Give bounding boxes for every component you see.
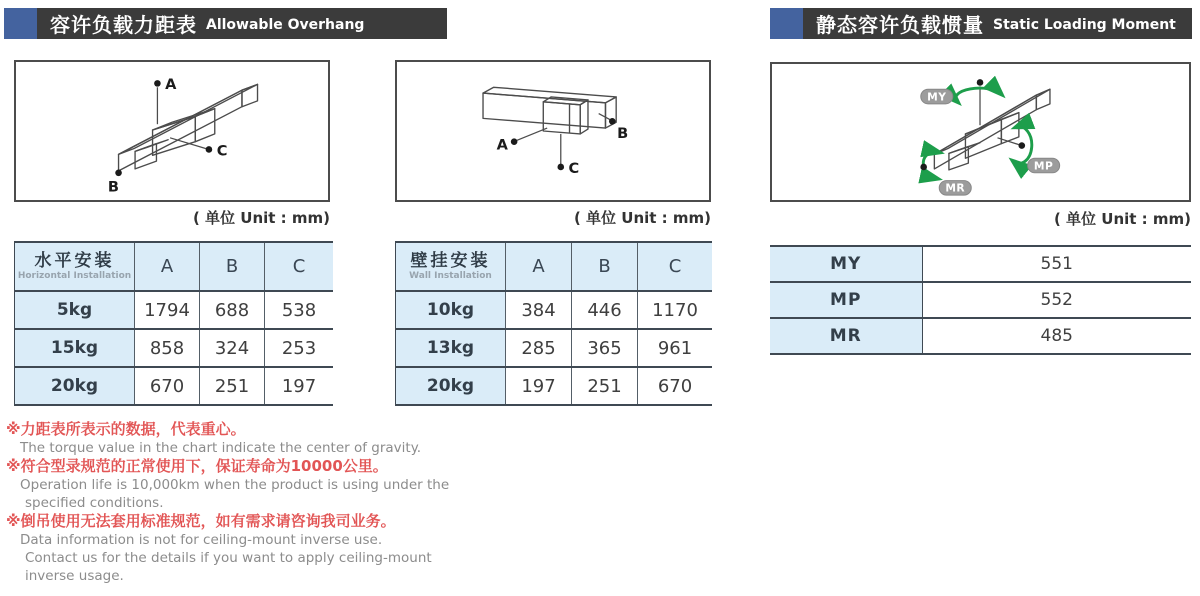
diagram-wall-installation [395,60,711,202]
value-cell: 961 [638,329,713,367]
value-cell: 670 [638,367,713,405]
table-row [396,329,713,367]
table-row [770,318,1191,354]
value-cell: 688 [200,291,265,329]
table-title-en: Wall Installation [409,271,492,281]
row-header-load: 20kg [396,367,506,405]
diagram-static-loading-moment [770,62,1191,202]
point-a-label: A [165,76,177,94]
my-badge [921,89,953,104]
static-loading-moment-table [770,245,1191,355]
column-header-a: A [506,242,572,291]
value-cell: 365 [572,329,638,367]
point-c-label: C [216,142,228,160]
table-title-cell [396,242,506,291]
point-b-label: B [617,124,629,142]
table-title-en: Horizontal Installation [17,271,132,281]
unit-label: ( 单位 Unit : mm) [192,209,330,227]
rail-isometric-drawing [16,62,328,200]
footnote-zh: ※符合型录规范的正常使用下，保证寿命为10000公里。 [6,457,388,475]
mr-axis-dot [920,164,927,171]
footnote-en: Operation life is 10,000km when the product is using under the [20,477,450,493]
value-cell: 251 [200,367,265,405]
value-cell: 253 [265,329,334,367]
section-header-static-loading-moment [770,8,1192,39]
value-cell: 285 [506,329,572,367]
column-header-c: C [265,242,334,291]
value-cell: 670 [135,367,200,405]
row-header-mr: MR [770,318,922,354]
row-header-load: 13kg [396,329,506,367]
header-bar [803,8,1192,39]
mp-badge-label: MP [1033,159,1054,173]
row-header-load: 20kg [15,367,135,405]
diagram-horizontal-installation [14,60,330,202]
table-row [396,291,713,329]
section-header-allowable-overhang [4,8,447,39]
point-a-label: A [496,136,508,154]
footnote [6,512,496,585]
table-row [15,367,334,405]
value-cell: 552 [922,282,1191,318]
table-title-zh: 水平安装 [34,251,115,271]
point-a-dot [154,80,161,87]
table-title-zh: 壁挂安装 [410,251,491,271]
table-row [15,329,334,367]
point-b-dot [115,169,122,176]
value-cell: 446 [572,291,638,329]
mr-badge [939,181,971,196]
my-badge-label: MY [927,90,947,104]
wall-installation-table [395,241,712,406]
table-row [770,246,1191,282]
value-cell: 324 [200,329,265,367]
value-cell: 1794 [135,291,200,329]
value-cell: 251 [572,367,638,405]
mp-axis-dot [1018,142,1025,149]
my-rotation-arrow [956,88,1002,102]
rail-moment-drawing [772,64,1189,200]
footnote-zh: ※倒吊使用无法套用标准规范，如有需求请咨询我司业务。 [6,512,396,530]
row-header-load: 10kg [396,291,506,329]
column-header-c: C [638,242,713,291]
section-title-en: Static Loading Moment [993,17,1176,33]
footnote-en: Data information is not for ceiling-mount inverse use. [20,532,383,548]
mp-badge [1028,158,1060,173]
row-header-load: 15kg [15,329,135,367]
value-cell: 384 [506,291,572,329]
value-cell: 1170 [638,291,713,329]
row-header-mp: MP [770,282,922,318]
table-row [770,282,1191,318]
table-title-cell [15,242,135,291]
unit-label: ( 单位 Unit : mm) [1053,210,1191,228]
point-b-label: B [107,178,119,196]
footnote-en: Contact us for the details if you want to apply ceiling-mount [25,550,432,566]
value-cell: 538 [265,291,334,329]
horizontal-installation-table [14,241,333,406]
point-c-dot [557,164,564,171]
value-cell: 197 [265,367,334,405]
column-header-a: A [135,242,200,291]
section-title-zh: 静态容许负载惯量 [816,13,984,37]
footnote-en: specified conditions. [25,495,164,511]
column-header-b: B [200,242,265,291]
value-cell: 551 [922,246,1191,282]
section-title-zh: 容许负载力距表 [50,13,197,37]
value-cell: 485 [922,318,1191,354]
my-axis-dot [977,79,984,86]
footnote-zh: ※力距表所表示的数据，代表重心。 [6,420,246,438]
table-row [15,291,334,329]
point-b-dot [609,118,616,125]
row-header-load: 5kg [15,291,135,329]
point-c-dot [206,146,213,153]
footnote-en: inverse usage. [25,568,124,584]
mr-badge-label: MR [945,181,966,195]
footnote [6,457,496,512]
unit-label: ( 单位 Unit : mm) [573,209,711,227]
value-cell: 858 [135,329,200,367]
footnotes [6,420,496,585]
value-cell: 197 [506,367,572,405]
footnote-en: The torque value in the chart indicate the center of gravity. [20,440,422,456]
header-bar [37,8,447,39]
point-c-label: C [568,159,580,177]
column-header-b: B [572,242,638,291]
table-row [396,367,713,405]
header-accent-square [770,8,803,39]
header-accent-square [4,8,37,39]
row-header-my: MY [770,246,922,282]
footnote [6,420,496,457]
section-title-en: Allowable Overhang [206,17,365,33]
point-a-dot [511,138,518,145]
rail-isometric-drawing [397,62,709,200]
